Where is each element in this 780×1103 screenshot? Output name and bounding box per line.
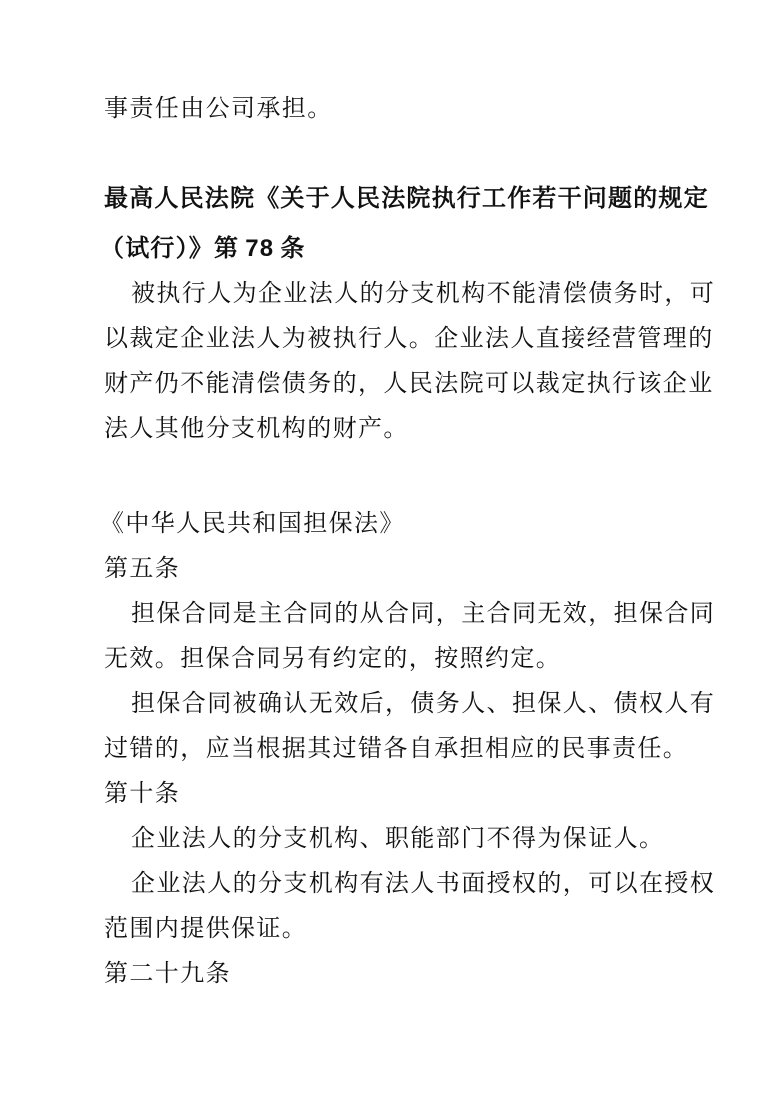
section1-title-line1: 最高人民法院《关于人民法院执行工作若干问题的规定 <box>104 183 709 212</box>
article10-para-line: 企业法人的分支机构有法人书面授权的，可以在授权 <box>131 869 716 897</box>
article5-para-line: 过错的，应当根据其过错各自承担相应的民事责任。 <box>104 734 689 762</box>
section1-para-line: 法人其他分支机构的财产。 <box>104 414 409 442</box>
article10-para-line: 范围内提供保证。 <box>104 914 308 942</box>
section1-title-prefix: （试行）》第 <box>100 233 240 262</box>
section1-para-line: 以裁定企业法人为被执行人。企业法人直接经营管理的 <box>104 324 714 352</box>
section1-para-line: 被执行人为企业法人的分支机构不能清偿债务时，可 <box>131 279 716 307</box>
article10-heading: 第十条 <box>104 779 181 807</box>
article5-para-line: 担保合同是主合同的从合同，主合同无效，担保合同 <box>131 599 716 627</box>
article10-para-line: 企业法人的分支机构、职能部门不得为保证人。 <box>131 824 665 852</box>
intro-tail-text: 事责任由公司承担。 <box>104 94 333 122</box>
section1-title-line2 <box>100 232 680 265</box>
article5-heading: 第五条 <box>104 554 181 582</box>
section1-article-number: 78 <box>245 235 275 262</box>
article29-heading: 第二十九条 <box>104 959 231 987</box>
article5-para-line: 无效。担保合同另有约定的，按照约定。 <box>104 644 562 672</box>
article5-para-line: 担保合同被确认无效后，债务人、担保人、债权人有 <box>131 689 716 717</box>
law-title: 《中华人民共和国担保法》 <box>100 509 405 537</box>
section1-title-suffix: 条 <box>280 233 306 262</box>
section1-para-line: 财产仍不能清偿债务的，人民法院可以裁定执行该企业 <box>104 369 714 397</box>
